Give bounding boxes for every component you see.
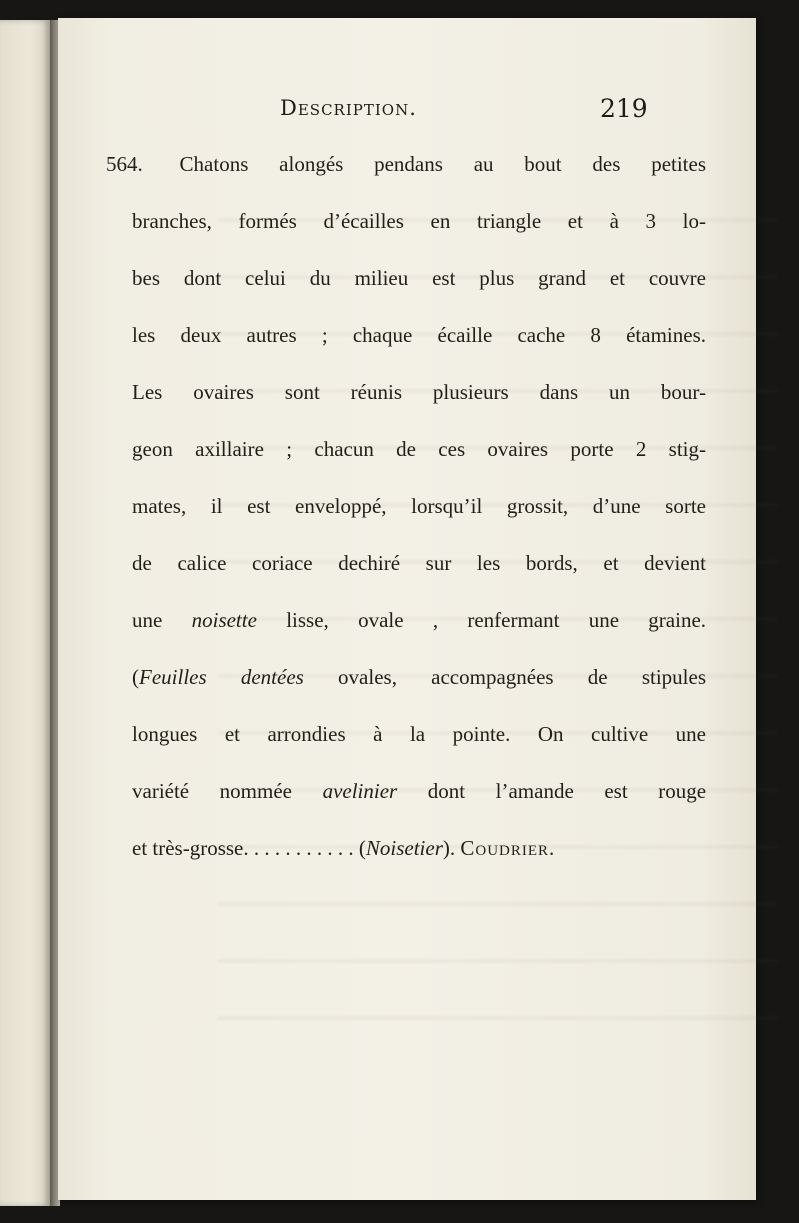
line-text: ovales, accompagnées de stipules (338, 665, 706, 689)
text-line: de calice coriace dechiré sur les bords, et devient (132, 551, 706, 575)
text-line (106, 775, 706, 832)
line-text: et très-grosse. . . . . . . . . . . ( (132, 836, 366, 860)
italic-term: avelinier (322, 779, 398, 803)
text-line (106, 832, 706, 889)
entry-paragraph (106, 148, 706, 889)
text-line: bes dont celui du milieu est plus grand et couvre (132, 266, 706, 290)
book-page (58, 18, 756, 1200)
line-text: dont l’amande est rouge (427, 779, 707, 803)
line-text: variété nommée (132, 779, 292, 803)
open-paren: ( (132, 665, 139, 689)
running-head: Description. (280, 96, 417, 120)
page-number: 219 (600, 94, 648, 123)
entry-number: 564. (106, 152, 143, 176)
left-page-edge (0, 20, 50, 1206)
text-line: Les ovaires sont réunis plusieurs dans un bour- (132, 380, 706, 404)
text-line: les deux autres ; chaque écaille cache 8 étamines. (132, 323, 706, 347)
page-header (58, 96, 756, 136)
text-line (106, 148, 706, 205)
close-paren: ). (442, 836, 456, 860)
common-name: Coudrier. (460, 836, 556, 860)
text-line (106, 661, 706, 718)
text-line: geon axillaire ; chacun de ces ovaires porte 2 stig- (132, 437, 706, 461)
line-text: lisse, ovale , renfermant une graine. (286, 608, 707, 632)
line-text: Chatons alongés pendans au bout des petites (179, 152, 707, 176)
text-line (106, 604, 706, 661)
line-text: une (132, 608, 163, 632)
italic-term: Noisetier (365, 836, 443, 860)
text-line: branches, formés d’écailles en triangle et à 3 lo- (132, 209, 706, 233)
text-line: longues et arrondies à la pointe. On cultive une (132, 722, 706, 746)
text-line: mates, il est enveloppé, lorsqu’il grossit, d’une sorte (132, 494, 706, 518)
italic-term: noisette (191, 608, 257, 632)
italic-term: Feuilles dentées (139, 665, 304, 689)
